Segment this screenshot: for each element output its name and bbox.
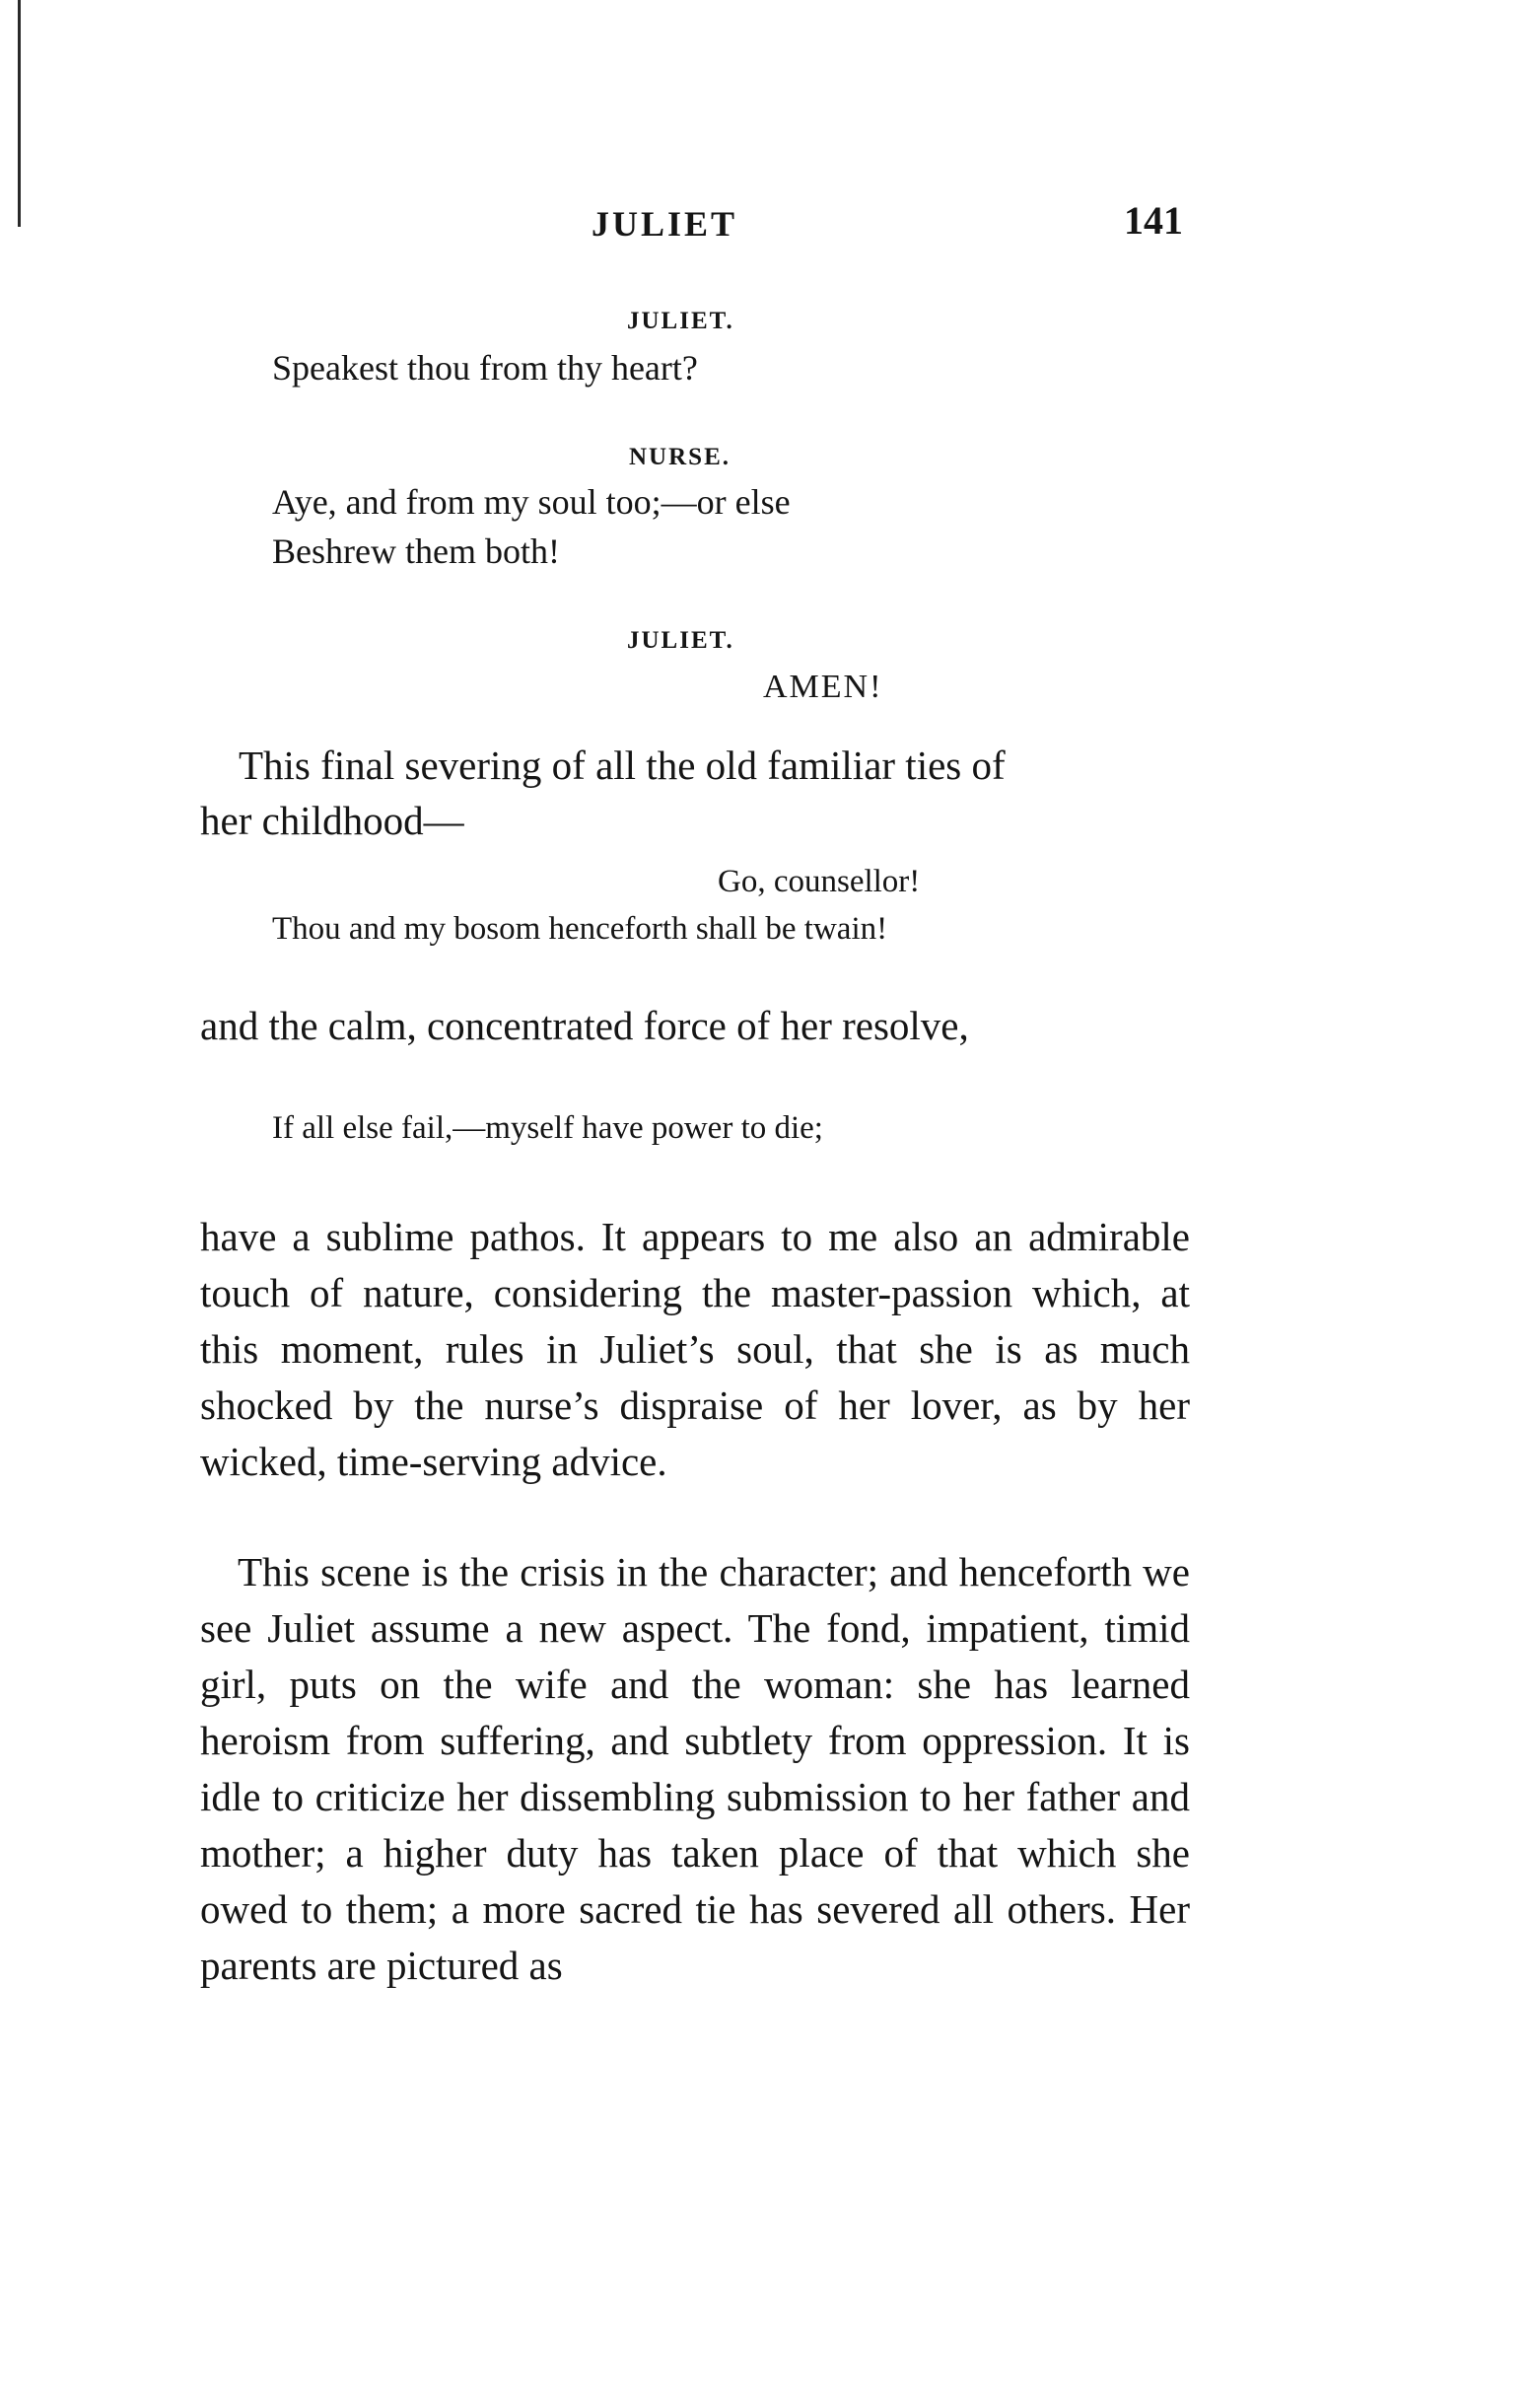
- page-number: 141: [1124, 198, 1183, 243]
- speaker-juliet-2: JULIET.: [627, 627, 734, 654]
- verse-line: Beshrew them both!: [272, 531, 560, 571]
- quote-line: Go, counsellor!: [718, 864, 921, 899]
- verse-line: AMEN!: [763, 669, 883, 705]
- body-paragraph: have a sublime pathos. It appears to me also an admirable touch of nature, considering the master-passion which, at this moment, rules in Juliet’s soul, that she is as much shocked by the nurse’s dispraise of her lover, as by her wicked, time-serving advice.: [200, 1214, 1190, 1484]
- running-title: JULIET: [592, 204, 738, 244]
- body-paragraph: This scene is the crisis in the character; and henceforth we see Juliet assume a new aspect. The fond, impatient, timid girl, puts on the wife and the woman: she has learned heroism from suffering, and subtlety from oppression. It is idle to criticize her dissembling submission to her father and mother; a higher duty has taken place of that which she owed to them; a more sacred tie has severed all others. Her parents are pictured as: [200, 1549, 1190, 1988]
- speaker-nurse: NURSE.: [629, 444, 731, 470]
- prose-line: This final severing of all the old familiar ties of: [239, 743, 1006, 788]
- quote-line: Thou and my bosom henceforth shall be twain!: [272, 911, 888, 947]
- prose-line: and the calm, concentrated force of her resolve,: [200, 1003, 969, 1048]
- prose-line: her childhood—: [200, 798, 464, 843]
- page-edge: [18, 0, 21, 227]
- verse-line: Speakest thou from thy heart?: [272, 348, 698, 388]
- verse-line: Aye, and from my soul too;—or else: [272, 482, 791, 522]
- speaker-juliet-1: JULIET.: [627, 308, 734, 334]
- quote-line: If all else fail,—myself have power to die;: [272, 1110, 823, 1146]
